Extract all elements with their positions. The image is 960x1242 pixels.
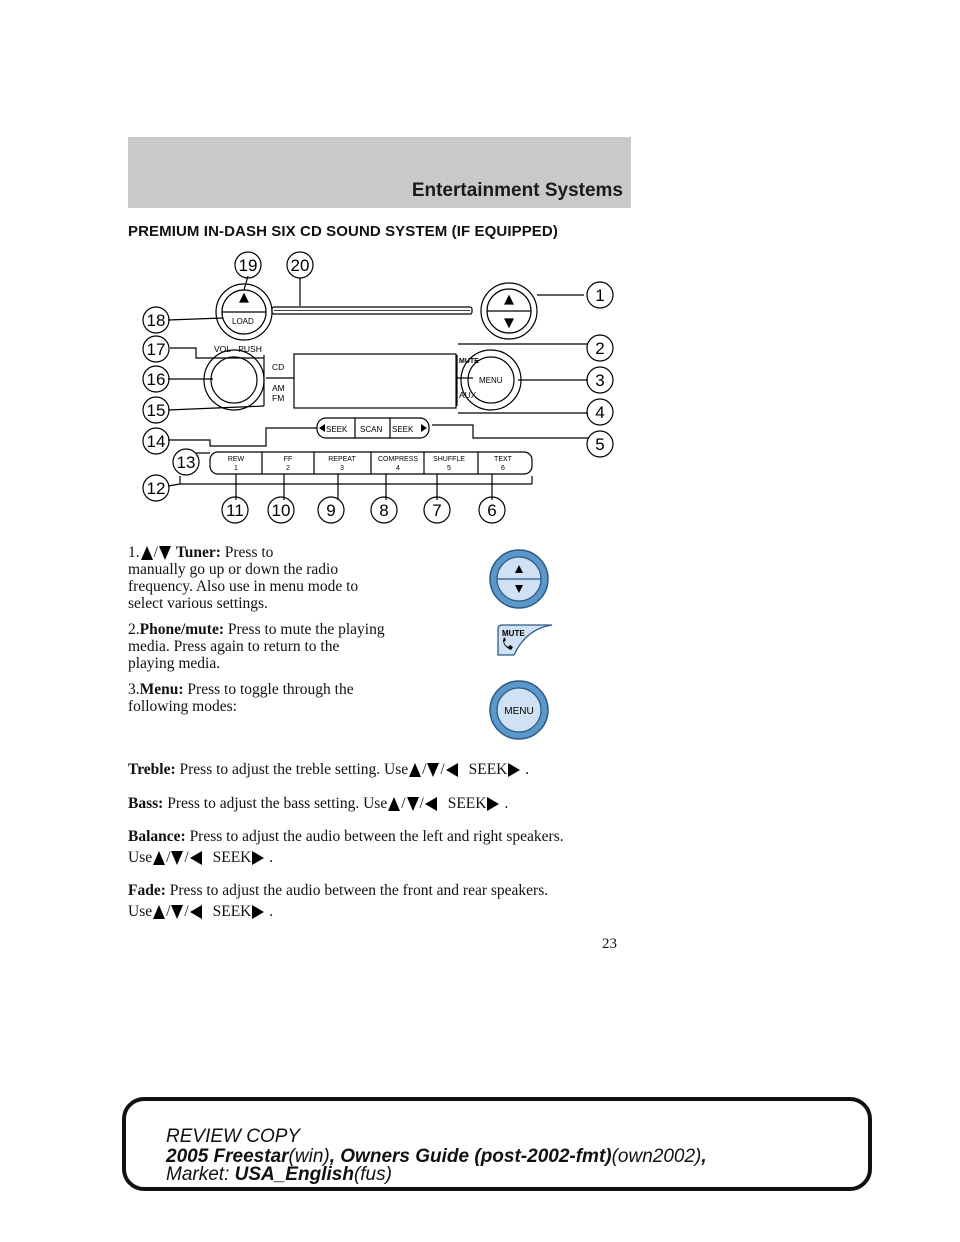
section-title: PREMIUM IN-DASH SIX CD SOUND SYSTEM (IF EQUIPPED) — [128, 223, 558, 240]
svg-text:2: 2 — [595, 339, 605, 358]
svg-text:MENU: MENU — [504, 706, 534, 717]
left-arrow-icon — [425, 797, 437, 811]
vol-label: VOL - PUSH — [214, 344, 262, 354]
svg-text:13: 13 — [176, 453, 196, 472]
callout-6 — [479, 497, 505, 523]
callout-20 — [287, 252, 313, 278]
up-arrow-icon — [409, 763, 421, 777]
fm-label: FM — [272, 393, 285, 403]
svg-text:17: 17 — [146, 340, 166, 359]
svg-text:20: 20 — [290, 256, 310, 275]
item-phone-mute: 2.Phone/mute: Press to mute the playing media. Press again to return to the playing media. — [128, 621, 385, 672]
mute-label: MUTE — [459, 358, 479, 365]
callout-10 — [268, 497, 294, 523]
svg-text:TEXT: TEXT — [494, 456, 512, 463]
svg-text:8: 8 — [379, 501, 389, 520]
svg-text:MUTE: MUTE — [502, 629, 525, 638]
footer-line-1: REVIEW COPY — [166, 1126, 301, 1147]
item-treble: Treble: Press to adjust the treble setting. Use / / SEEK . — [128, 761, 530, 778]
up-arrow-icon — [153, 851, 165, 865]
callout-8 — [371, 497, 397, 523]
volume-knob — [204, 350, 264, 410]
svg-text:3: 3 — [340, 465, 344, 472]
up-arrow-icon — [388, 797, 400, 811]
svg-text:14: 14 — [146, 432, 166, 451]
aux-label: AUX — [459, 390, 477, 400]
svg-text:SHUFFLE: SHUFFLE — [433, 456, 465, 463]
right-arrow-icon — [487, 797, 499, 811]
cd-label: CD — [272, 362, 285, 372]
item-balance-use: Use / / SEEK . — [128, 849, 274, 866]
svg-text:12: 12 — [146, 479, 166, 498]
svg-text:3: 3 — [595, 371, 605, 390]
item-tuner: 1. / Tuner: Press to manually go up or down the radio frequency. Also use in menu mode to select various settings. — [128, 544, 359, 612]
svg-text:5: 5 — [447, 465, 451, 472]
svg-text:19: 19 — [238, 256, 258, 275]
item-fade-use: Use / / SEEK . — [128, 903, 274, 920]
svg-text:4: 4 — [595, 403, 605, 422]
svg-text:2: 2 — [286, 465, 290, 472]
header-band — [128, 137, 631, 208]
down-arrow-icon — [171, 905, 183, 919]
svg-text:18: 18 — [146, 311, 166, 330]
svg-text:1: 1 — [234, 465, 238, 472]
down-arrow-icon — [171, 851, 183, 865]
left-arrow-icon — [190, 905, 202, 919]
display-window — [294, 354, 456, 408]
callout-15 — [143, 397, 169, 423]
menu-label: MENU — [479, 376, 503, 385]
up-arrow-icon — [141, 546, 153, 560]
callout-9 — [318, 497, 344, 523]
callout-13 — [173, 449, 199, 475]
callout-12 — [143, 475, 169, 501]
scan-label: SCAN — [360, 425, 383, 434]
menu-button-icon — [487, 679, 551, 741]
seek-right-label: SEEK — [392, 425, 414, 434]
callout-4 — [587, 399, 613, 425]
svg-text:5: 5 — [595, 435, 605, 454]
down-arrow-icon — [159, 546, 171, 560]
right-arrow-icon — [252, 905, 264, 919]
svg-text:FF: FF — [283, 456, 293, 463]
seek-left-label: SEEK — [326, 425, 348, 434]
down-arrow-icon — [427, 763, 439, 777]
item-fade: Fade: Press to adjust the audio between the front and rear speakers. — [128, 882, 549, 899]
svg-text:9: 9 — [326, 501, 336, 520]
load-label: LOAD — [232, 317, 254, 326]
review-copy-footer — [122, 1097, 872, 1191]
svg-text:6: 6 — [501, 465, 505, 472]
down-arrow-icon — [407, 797, 419, 811]
footer-line-2: 2005 Freestar(win), Owners Guide (post-2002-fmt)(own2002), — [166, 1146, 707, 1167]
left-arrow-icon — [190, 851, 202, 865]
item-menu: 3.Menu: Press to toggle through the following modes: — [128, 681, 354, 715]
svg-text:7: 7 — [432, 501, 442, 520]
footer-line-3: Market: USA_English(fus) — [166, 1164, 392, 1185]
svg-text:15: 15 — [146, 401, 166, 420]
tuner-arrows-icon — [487, 548, 551, 610]
mute-phone-icon — [496, 623, 554, 657]
callout-18 — [143, 307, 169, 333]
callout-17 — [143, 336, 169, 362]
svg-text:REW: REW — [227, 456, 245, 463]
svg-text:1: 1 — [595, 286, 605, 305]
up-arrow-icon — [153, 905, 165, 919]
item-bass: Bass: Press to adjust the bass setting. Use / / SEEK . — [128, 795, 509, 812]
svg-text:10: 10 — [271, 501, 291, 520]
callout-2 — [587, 335, 613, 361]
callout-16 — [143, 366, 169, 392]
callout-7 — [424, 497, 450, 523]
callout-11 — [222, 497, 248, 523]
item-balance: Balance: Press to adjust the audio between the left and right speakers. — [128, 828, 564, 845]
page-number: 23 — [602, 936, 617, 952]
right-arrow-icon — [508, 763, 520, 777]
svg-text:REPEAT: REPEAT — [328, 456, 356, 463]
svg-text:6: 6 — [487, 501, 497, 520]
left-arrow-icon — [446, 763, 458, 777]
svg-text:16: 16 — [146, 370, 166, 389]
am-label: AM — [272, 383, 285, 393]
callout-5 — [587, 431, 613, 457]
svg-text:11: 11 — [226, 501, 244, 520]
page-header-title: Entertainment Systems — [411, 180, 623, 201]
callout-3 — [587, 367, 613, 393]
callout-14 — [143, 428, 169, 454]
callout-19 — [235, 252, 261, 278]
svg-text:4: 4 — [396, 465, 400, 472]
radio-faceplate-diagram — [128, 248, 648, 528]
svg-text:COMPRESS: COMPRESS — [377, 456, 419, 463]
callout-1 — [587, 282, 613, 308]
right-arrow-icon — [252, 851, 264, 865]
